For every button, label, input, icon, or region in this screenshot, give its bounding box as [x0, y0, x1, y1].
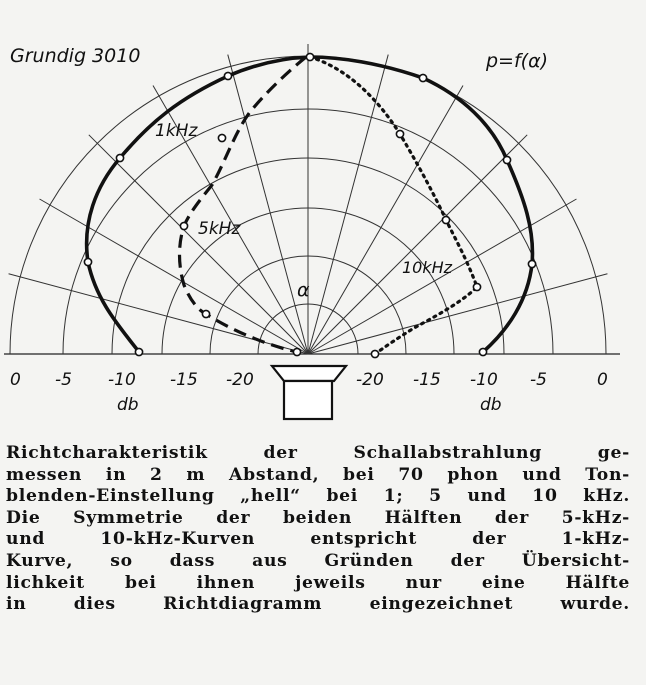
measurement-point: [306, 53, 313, 60]
grid-spoke: [308, 55, 388, 354]
scale-right-10: -10: [470, 370, 498, 390]
grid-spoke: [308, 274, 607, 354]
unit-left: db: [117, 395, 139, 415]
grid-spoke: [40, 199, 308, 354]
measurement-point: [293, 348, 300, 355]
caption-line: in dies Richtdiagramm eingezeichnet wurde.: [6, 594, 630, 615]
measurement-point: [371, 350, 378, 357]
measurement-point: [419, 74, 426, 81]
grid-spoke: [228, 55, 308, 354]
caption-line: und 10-kHz-Kurven entspricht der 1-kHz-: [6, 529, 630, 550]
loudspeaker-icon: [272, 366, 346, 419]
unit-right: db: [480, 395, 502, 415]
scale-right-15: -15: [413, 370, 441, 390]
measurement-point: [218, 134, 225, 141]
curve-label-5khz: 5kHz: [198, 219, 241, 239]
curve-label-1khz: 1kHz: [155, 121, 198, 141]
scale-left-10: -10: [108, 370, 136, 390]
curve-5khz: [180, 57, 307, 352]
caption-line: Kurve, so dass aus Gründen der Übersicht-: [6, 550, 630, 571]
measurement-point: [135, 348, 142, 355]
scale-left-15: -15: [170, 370, 198, 390]
measurement-point: [84, 258, 91, 265]
measurement-point: [202, 310, 209, 317]
scale-left-20: -20: [226, 370, 254, 390]
scale-left-5: -5: [55, 370, 72, 390]
measurement-point: [479, 348, 486, 355]
scale-right-20: -20: [356, 370, 384, 390]
scale-right-0: 0: [597, 370, 608, 390]
curve-label-10khz: 10kHz: [402, 258, 453, 277]
grid-spoke: [308, 135, 527, 354]
caption-line: Richtcharakteristik der Schallabstrahlung ge-: [6, 443, 630, 463]
scale-left-0: 0: [10, 370, 21, 390]
angle-symbol: α: [297, 279, 310, 301]
measurement-point: [473, 283, 480, 290]
caption-line: blenden-Einstellung „hell“ bei 1; 5 und 10 kHz.: [6, 486, 630, 507]
device-label: Grundig 3010: [10, 45, 141, 67]
formula-label: p=f(α): [486, 50, 549, 72]
figure-caption: [6, 443, 630, 616]
measurement-point: [503, 156, 510, 163]
measurement-point: [180, 222, 187, 229]
caption-line: lichkeit bei ihnen jeweils nur eine Hälfte: [6, 572, 630, 593]
measurement-point: [224, 72, 231, 79]
measurement-point: [116, 154, 123, 161]
caption-line: Die Symmetrie der beiden Hälften der 5-kHz-: [6, 507, 630, 528]
measurement-point: [528, 260, 535, 267]
measurement-point: [396, 130, 403, 137]
caption-line: messen in 2 m Abstand, bei 70 phon und Ton-: [6, 464, 630, 485]
grid-spoke: [89, 135, 308, 354]
measurement-point: [442, 216, 449, 223]
scale-right-5: -5: [530, 370, 547, 390]
